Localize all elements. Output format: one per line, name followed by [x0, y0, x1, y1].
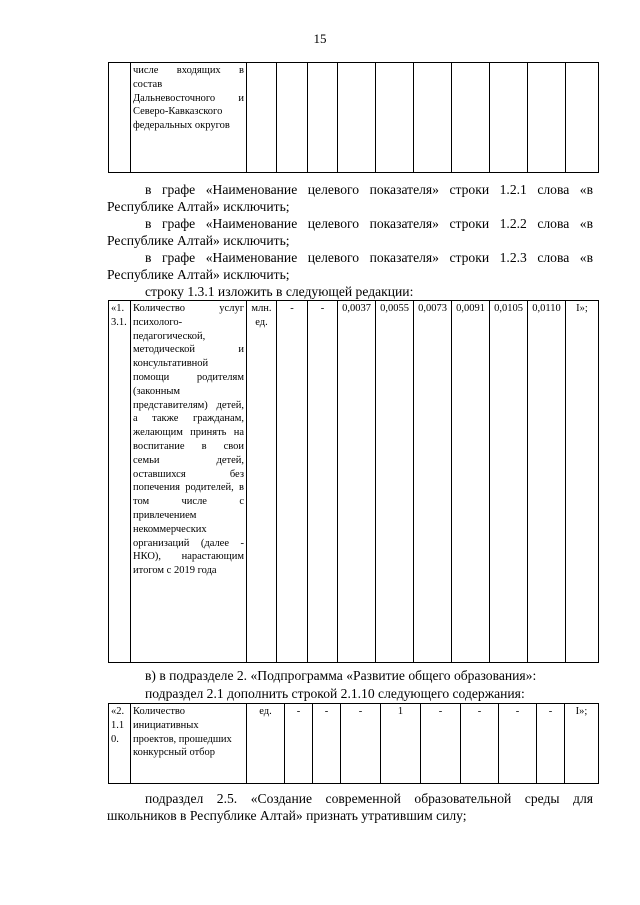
- paragraph-6: подраздел 2.1 дополнить строкой 2.1.10 следующего содержания:: [145, 686, 525, 701]
- table-row: [109, 301, 599, 663]
- closing-cell: I»;: [566, 301, 599, 663]
- paragraph-2: в графе «Наименование целевого показателя» строки 1.2.2 слова «в Республике Алтай» исключить;: [107, 216, 593, 249]
- unit-cell: млн. ед.: [247, 301, 277, 663]
- indicator-name-cell: Количество услуг психолого-педагогической, методической и консультативной помощи родителям (законным представителям) детей, а также гражданам, желающим принять на воспитание в свои семьи детей, оставшихся без попечения родителей, в том числе с привлечением некоммерческих организаций (далее - НКО), нарастающим итогом с 2019 года: [131, 301, 247, 663]
- page-number: 15: [313, 31, 327, 46]
- indicator-name-cell: числе входящих в состав Дальневосточного и Северо-Кавказского федеральных округов: [131, 63, 247, 173]
- paragraph-3: в графе «Наименование целевого показателя» строки 1.2.3 слова «в Республике Алтай» исключить;: [107, 250, 593, 283]
- value-cell: -: [461, 704, 499, 784]
- paragraph-1: в графе «Наименование целевого показателя» строки 1.2.1 слова «в Республике Алтай» исключить;: [107, 182, 593, 215]
- value-cell: -: [537, 704, 565, 784]
- row-number-cell: «2.1.10.: [109, 704, 131, 784]
- value-cell: 0,0105: [490, 301, 528, 663]
- indicator-name-cell: Количество инициативных проектов, прошедших конкурсный отбор: [131, 704, 247, 784]
- value-cell: 1: [381, 704, 421, 784]
- value-cell: -: [421, 704, 461, 784]
- value-cell: -: [341, 704, 381, 784]
- unit-cell: ед.: [247, 704, 285, 784]
- value-cell: -: [499, 704, 537, 784]
- value-cell: -: [313, 704, 341, 784]
- paragraph-4: строку 1.3.1 изложить в следующей редакции:: [145, 284, 414, 299]
- row-number-cell: «1.3.1.: [109, 301, 131, 663]
- value-cell: 0,0073: [414, 301, 452, 663]
- table-row: [109, 63, 599, 173]
- table-top-continuation: [108, 62, 599, 173]
- paragraph-7: подраздел 2.5. «Создание современной образовательной среды для школьников в Республике Алтай» признать утратившим силу;: [107, 791, 593, 824]
- table-row-1-3-1: [108, 300, 599, 663]
- value-cell: -: [308, 301, 338, 663]
- value-cell: 0,0037: [338, 301, 376, 663]
- table-row: [109, 704, 599, 784]
- value-cell: 0,0055: [376, 301, 414, 663]
- table-row-2-1-10: [108, 703, 599, 784]
- value-cell: -: [285, 704, 313, 784]
- value-cell: 0,0091: [452, 301, 490, 663]
- value-cell: -: [277, 301, 308, 663]
- paragraph-5: в) в подразделе 2. «Подпрограмма «Развитие общего образования»:: [145, 668, 537, 683]
- closing-cell: I»;: [565, 704, 599, 784]
- value-cell: 0,0110: [528, 301, 566, 663]
